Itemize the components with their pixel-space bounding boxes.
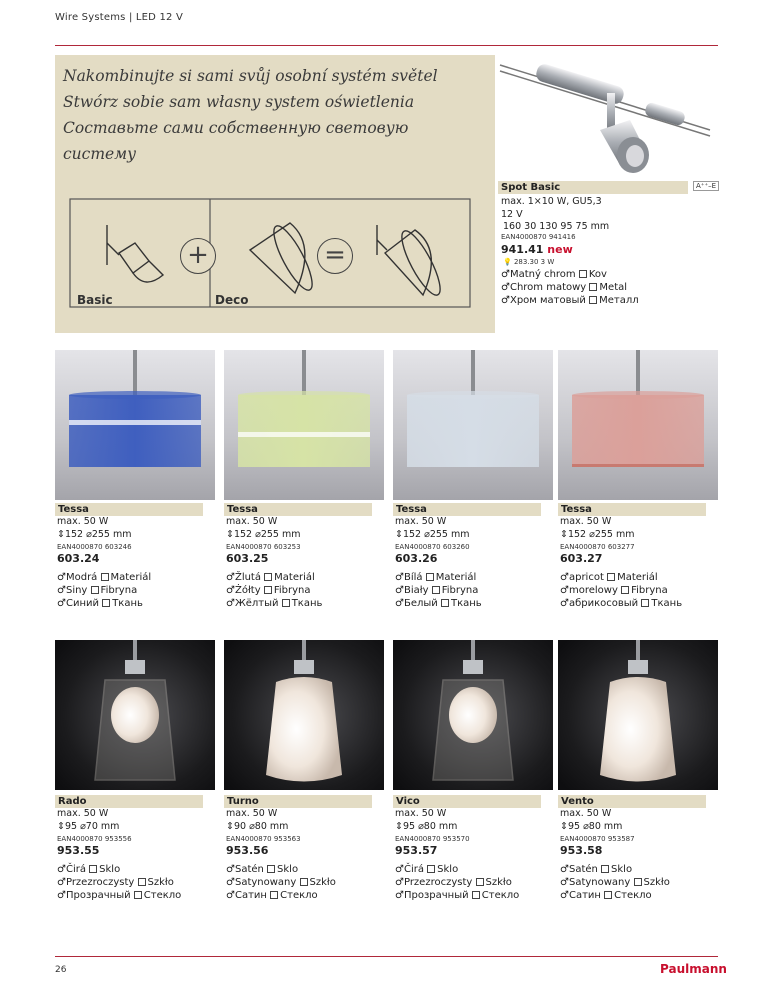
material-icon xyxy=(101,573,109,581)
material-row: ♂Прозрачный Стекло xyxy=(395,890,520,901)
material-icon xyxy=(138,878,146,886)
product-ean: EAN4000870 603253 xyxy=(226,543,301,551)
spot-basic-image xyxy=(495,55,718,180)
material-row: ♂Satynowany Szkło xyxy=(560,877,670,888)
product-materials xyxy=(55,863,203,902)
color-icon: ♂ xyxy=(57,572,66,583)
product-card xyxy=(558,503,706,610)
combined-icon xyxy=(377,225,447,299)
color-icon: ♂ xyxy=(560,890,569,901)
material-icon xyxy=(589,296,597,304)
material-icon xyxy=(264,586,272,594)
product-max: max. 50 W xyxy=(560,516,612,527)
material-row: ♂Bílá Materiál xyxy=(395,572,477,583)
material-row: ♂Żółty Fibryna xyxy=(226,585,311,596)
color-icon: ♂ xyxy=(226,877,235,888)
color-icon: ♂ xyxy=(501,282,510,293)
intro-line-pl: Stwórz sobie sam własny system oświetlenia xyxy=(63,93,415,111)
material-row: ♂Modrá Materiál xyxy=(57,572,152,583)
color-icon: ♂ xyxy=(395,890,404,901)
product-dims: ⇕95 ⌀80 mm xyxy=(395,820,458,832)
product-dims: ⇕152 ⌀255 mm xyxy=(395,528,470,540)
page-number: 26 xyxy=(55,965,67,975)
material-icon xyxy=(426,573,434,581)
product-dims: ⇕152 ⌀255 mm xyxy=(560,528,635,540)
color-icon: ♂ xyxy=(395,585,404,596)
material-row: ♂Przezroczysty Szkło xyxy=(57,877,174,888)
product-ean: EAN4000870 603246 xyxy=(57,543,132,551)
product-max: max. 50 W xyxy=(226,516,278,527)
color-icon: ♂ xyxy=(226,598,235,609)
material-row: ♂Жёлтый Ткань xyxy=(226,598,323,609)
product-code: 953.58 xyxy=(560,844,603,857)
spot-spec-wattage: max. 1×10 W, GU5,3 xyxy=(501,196,602,207)
material-icon xyxy=(267,865,275,873)
tessa-shade-photo xyxy=(393,350,553,500)
color-icon: ♂ xyxy=(57,877,66,888)
diagram-frame xyxy=(70,199,470,307)
spot-dims: 160 30 130 95 75 mm xyxy=(503,221,610,232)
color-icon: ♂ xyxy=(226,890,235,901)
product-ean: EAN4000870 603260 xyxy=(395,543,470,551)
material-row: ♂Chrom matowy Metal xyxy=(501,282,628,293)
spot-lamp-text: 283.30 3 W xyxy=(513,258,555,266)
color-icon: ♂ xyxy=(226,585,235,596)
material-icon xyxy=(270,891,278,899)
material-icon xyxy=(472,891,480,899)
product-max: max. 50 W xyxy=(57,516,109,527)
material-icon xyxy=(634,878,642,886)
material-icon xyxy=(300,878,308,886)
product-code: 953.56 xyxy=(226,844,269,857)
color-icon: ♂ xyxy=(57,864,66,875)
product-card xyxy=(55,503,203,610)
material-icon xyxy=(441,599,449,607)
material-icon xyxy=(427,865,435,873)
material-icon xyxy=(607,573,615,581)
material-icon xyxy=(264,573,272,581)
material-row: ♂Белый Ткань xyxy=(395,598,482,609)
product-code: 953.57 xyxy=(395,844,438,857)
product-dims: ⇕152 ⌀255 mm xyxy=(57,528,132,540)
brand-logo: Paulmann xyxy=(660,962,727,976)
tessa-shade-photo xyxy=(55,350,215,500)
product-max: max. 50 W xyxy=(226,808,278,819)
height-icon: ⇕ xyxy=(395,820,403,832)
material-row: ♂Matný chrom Kov xyxy=(501,269,607,280)
product-dims: ⇕152 ⌀255 mm xyxy=(226,528,301,540)
product-card xyxy=(224,795,372,902)
intro-line-ru2: систему xyxy=(63,145,137,163)
basic-label: Basic xyxy=(77,293,113,307)
product-materials xyxy=(393,863,541,902)
color-icon: ♂ xyxy=(395,572,404,583)
product-name: Tessa xyxy=(55,503,203,516)
product-materials xyxy=(558,571,706,610)
product-card xyxy=(558,795,706,902)
new-badge: new xyxy=(547,243,573,256)
intro-line-ru1: Составьте сами собственную световую xyxy=(63,119,409,137)
height-icon: ⇕ xyxy=(57,528,65,540)
material-row: ♂Синий Ткань xyxy=(57,598,143,609)
color-icon: ♂ xyxy=(226,864,235,875)
tessa-shade-photo xyxy=(558,350,718,500)
material-icon xyxy=(589,283,597,291)
product-max: max. 50 W xyxy=(395,516,447,527)
combination-diagram xyxy=(65,195,485,330)
color-icon: ♂ xyxy=(395,598,404,609)
product-ean: EAN4000870 953570 xyxy=(395,835,470,843)
material-row: ♂Čirá Sklo xyxy=(395,864,459,875)
deco-label: Deco xyxy=(215,293,249,307)
color-icon: ♂ xyxy=(560,585,569,596)
product-code: 603.26 xyxy=(395,552,438,565)
material-icon xyxy=(89,865,97,873)
material-row: ♂Satén Sklo xyxy=(226,864,299,875)
glass-shade-photo xyxy=(224,640,384,790)
height-icon: ⇕ xyxy=(395,528,403,540)
product-materials xyxy=(224,571,372,610)
material-icon xyxy=(282,599,290,607)
color-icon: ♂ xyxy=(57,585,66,596)
material-row: ♂Siny Fibryna xyxy=(57,585,138,596)
spot-lamp xyxy=(503,258,554,266)
product-name: Rado xyxy=(55,795,203,808)
material-icon xyxy=(102,599,110,607)
glass-shade-photo xyxy=(558,640,718,790)
color-icon: ♂ xyxy=(57,598,66,609)
material-icon xyxy=(91,586,99,594)
color-icon: ♂ xyxy=(560,598,569,609)
material-icon xyxy=(579,270,587,278)
product-name: Tessa xyxy=(224,503,372,516)
material-row: ♂Хром матовый Металл xyxy=(501,295,639,306)
material-icon xyxy=(621,586,629,594)
tessa-shade-photo xyxy=(224,350,384,500)
height-icon: ⇕ xyxy=(560,820,568,832)
product-materials xyxy=(55,571,203,610)
height-icon: ⇕ xyxy=(226,820,234,832)
product-code: 953.55 xyxy=(57,844,100,857)
product-name: Tessa xyxy=(558,503,706,516)
material-row: ♂Satén Sklo xyxy=(560,864,633,875)
material-icon xyxy=(601,865,609,873)
material-row: ♂apricot Materiál xyxy=(560,572,658,583)
material-icon xyxy=(641,599,649,607)
material-row: ♂абрикосовый Ткань xyxy=(560,598,683,609)
material-icon xyxy=(604,891,612,899)
material-row: ♂Прозрачный Стекло xyxy=(57,890,182,901)
product-ean: EAN4000870 953556 xyxy=(57,835,132,843)
color-icon: ♂ xyxy=(57,890,66,901)
product-materials xyxy=(558,863,706,902)
product-dims: ⇕95 ⌀70 mm xyxy=(57,820,120,832)
height-icon: ⇕ xyxy=(57,820,65,832)
product-card xyxy=(393,795,541,902)
bulb-icon: 💡 xyxy=(503,258,512,266)
page-header: Wire Systems | LED 12 V xyxy=(55,12,184,23)
equals-symbol: = xyxy=(317,238,353,274)
spot-ean: EAN4000870 941416 xyxy=(501,233,576,241)
energy-label: A⁺⁺–E xyxy=(693,181,719,191)
material-row: ♂Žlutá Materiál xyxy=(226,572,315,583)
product-ean: EAN4000870 953563 xyxy=(226,835,301,843)
spot-materials xyxy=(501,268,639,307)
spot-basic-info xyxy=(498,181,688,194)
header-rule xyxy=(55,45,718,46)
product-name: Vento xyxy=(558,795,706,808)
color-icon: ♂ xyxy=(395,864,404,875)
spot-code xyxy=(501,243,573,256)
product-card xyxy=(55,795,203,902)
material-icon xyxy=(134,891,142,899)
material-icon xyxy=(476,878,484,886)
spot-spec-voltage: 12 V xyxy=(501,209,523,220)
plus-symbol: + xyxy=(180,238,216,274)
material-row: ♂Сатин Стекло xyxy=(560,890,652,901)
product-code: 603.25 xyxy=(226,552,269,565)
material-row: ♂morelowy Fibryna xyxy=(560,585,668,596)
product-name: Tessa xyxy=(393,503,541,516)
deco-shade-icon xyxy=(250,222,319,295)
material-row: ♂Biały Fibryna xyxy=(395,585,479,596)
product-name: Vico xyxy=(393,795,541,808)
product-max: max. 50 W xyxy=(560,808,612,819)
color-icon: ♂ xyxy=(560,572,569,583)
color-icon: ♂ xyxy=(560,877,569,888)
color-icon: ♂ xyxy=(560,864,569,875)
glass-shade-photo xyxy=(393,640,553,790)
product-ean: EAN4000870 953587 xyxy=(560,835,635,843)
material-row: ♂Сатин Стекло xyxy=(226,890,318,901)
color-icon: ♂ xyxy=(501,295,510,306)
product-materials xyxy=(393,571,541,610)
material-row: ♂Przezroczysty Szkło xyxy=(395,877,512,888)
spot-basic-name: Spot Basic xyxy=(498,181,688,194)
product-card xyxy=(224,503,372,610)
product-ean: EAN4000870 603277 xyxy=(560,543,635,551)
product-name: Turno xyxy=(224,795,372,808)
product-dims: ⇕90 ⌀80 mm xyxy=(226,820,289,832)
basic-spot-icon xyxy=(107,225,163,282)
product-materials xyxy=(224,863,372,902)
height-icon: ⇕ xyxy=(226,528,234,540)
product-dims: ⇕95 ⌀80 mm xyxy=(560,820,623,832)
spot-code-number: 941.41 xyxy=(501,243,544,256)
intro-panel xyxy=(55,55,495,333)
material-row: ♂Čirá Sklo xyxy=(57,864,121,875)
product-max: max. 50 W xyxy=(395,808,447,819)
color-icon: ♂ xyxy=(395,877,404,888)
color-icon: ♂ xyxy=(226,572,235,583)
product-code: 603.27 xyxy=(560,552,603,565)
intro-line-cz: Nakombinujte si sami svůj osobní systém světel xyxy=(63,67,438,85)
material-row: ♂Satynowany Szkło xyxy=(226,877,336,888)
color-icon: ♂ xyxy=(501,269,510,280)
material-icon xyxy=(432,586,440,594)
glass-shade-photo xyxy=(55,640,215,790)
product-card xyxy=(393,503,541,610)
footer-rule xyxy=(55,956,718,957)
product-max: max. 50 W xyxy=(57,808,109,819)
height-icon: ⇕ xyxy=(560,528,568,540)
product-code: 603.24 xyxy=(57,552,100,565)
